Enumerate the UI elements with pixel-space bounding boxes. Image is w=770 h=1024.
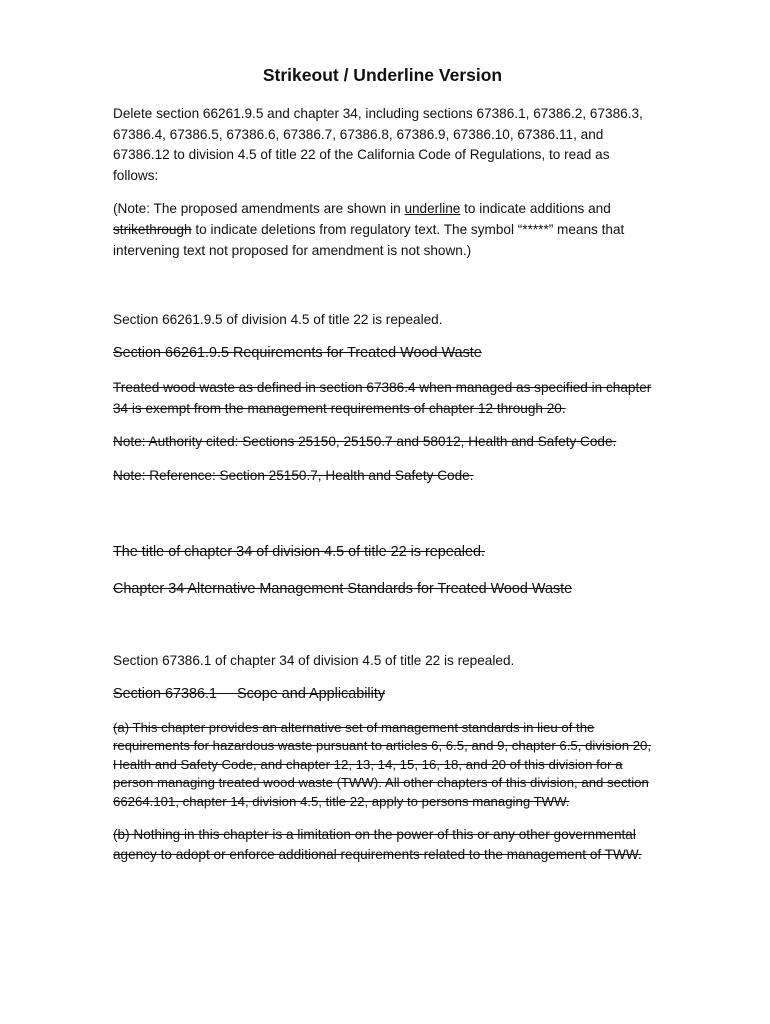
chapter-title-repeal: The title of chapter 34 of division 4.5 of title 22 is repealed. (113, 543, 485, 560)
scope-subsection-a: (a) This chapter provides an alternative set of management standards in lieu of the requirements for hazardous waste pursuant to articles 6, 6.5, and 9, chapter 6.5, division 20, Health and Safety Code, and chapter 12, 13, 14, 15, 16, 18, and 20 of this division for a person managing treated wood waste (TWW). All other chapters of this division, and section 66264.101, chapter 14, division 4.5, title 22, apply to persons managing TWW. (113, 719, 652, 809)
repeal-statement-67386: Section 67386.1 of chapter 34 of division 4.5 of title 22 is repealed. (113, 652, 515, 668)
section-body-66261: Treated wood waste as defined in section 67386.4 when managed as specified in chapter 34 is exempt from the management requirements of chapter 12 through 20. (113, 380, 652, 416)
note-text-1: (Note: The proposed amendments are shown in (113, 201, 405, 217)
intro-paragraph: Delete section 66261.9.5 and chapter 34, including sections 67386.1, 67386.2, 67386.3, 67386.4, 67386.5, 67386.6, 67386.7, 67386.8, 67386.9, 67386.10, 67386.11, and 67386.12 to division 4.5 of title 22 of the California Code of Regulations, to read as follows: (113, 106, 643, 183)
note-strikethrough-sample: strikethrough (113, 221, 192, 237)
scope-heading: Section 67386.1 Scope and Applicability (113, 685, 386, 702)
note-underline-sample: underline (404, 201, 461, 217)
section-heading-66261: Section 66261.9.5 Requirements for Treated Wood Waste (113, 345, 482, 362)
spacer (113, 613, 652, 651)
scope-subsection-b: (b) Nothing in this chapter is a limitation on the power of this or any other governmental agency to adopt or enforce additional requirements related to the management of TWW. (113, 826, 642, 863)
note-text-3: to indicate deletions from regulatory text. The symbol “*****” means that intervening text not proposed for amendment is not shown.) (113, 221, 625, 258)
note-text-2: to indicate additions and (460, 201, 611, 217)
document-title: Strikeout / Underline Version (262, 65, 503, 85)
chapter-34-heading: Chapter 34 Alternative Management Standards for Treated Wood Waste (113, 580, 573, 597)
note-reference: Note: Reference: Section 25150.7, Health and Safety Code. (113, 467, 474, 483)
spacer (113, 500, 652, 542)
amendment-note (113, 199, 652, 261)
repeal-statement-66261: Section 66261.9.5 of division 4.5 of title 22 is repealed. (113, 312, 443, 328)
spacer (113, 274, 652, 310)
note-authority: Note: Authority cited: Sections 25150, 25150.7 and 58012, Health and Safety Code. (113, 434, 617, 450)
